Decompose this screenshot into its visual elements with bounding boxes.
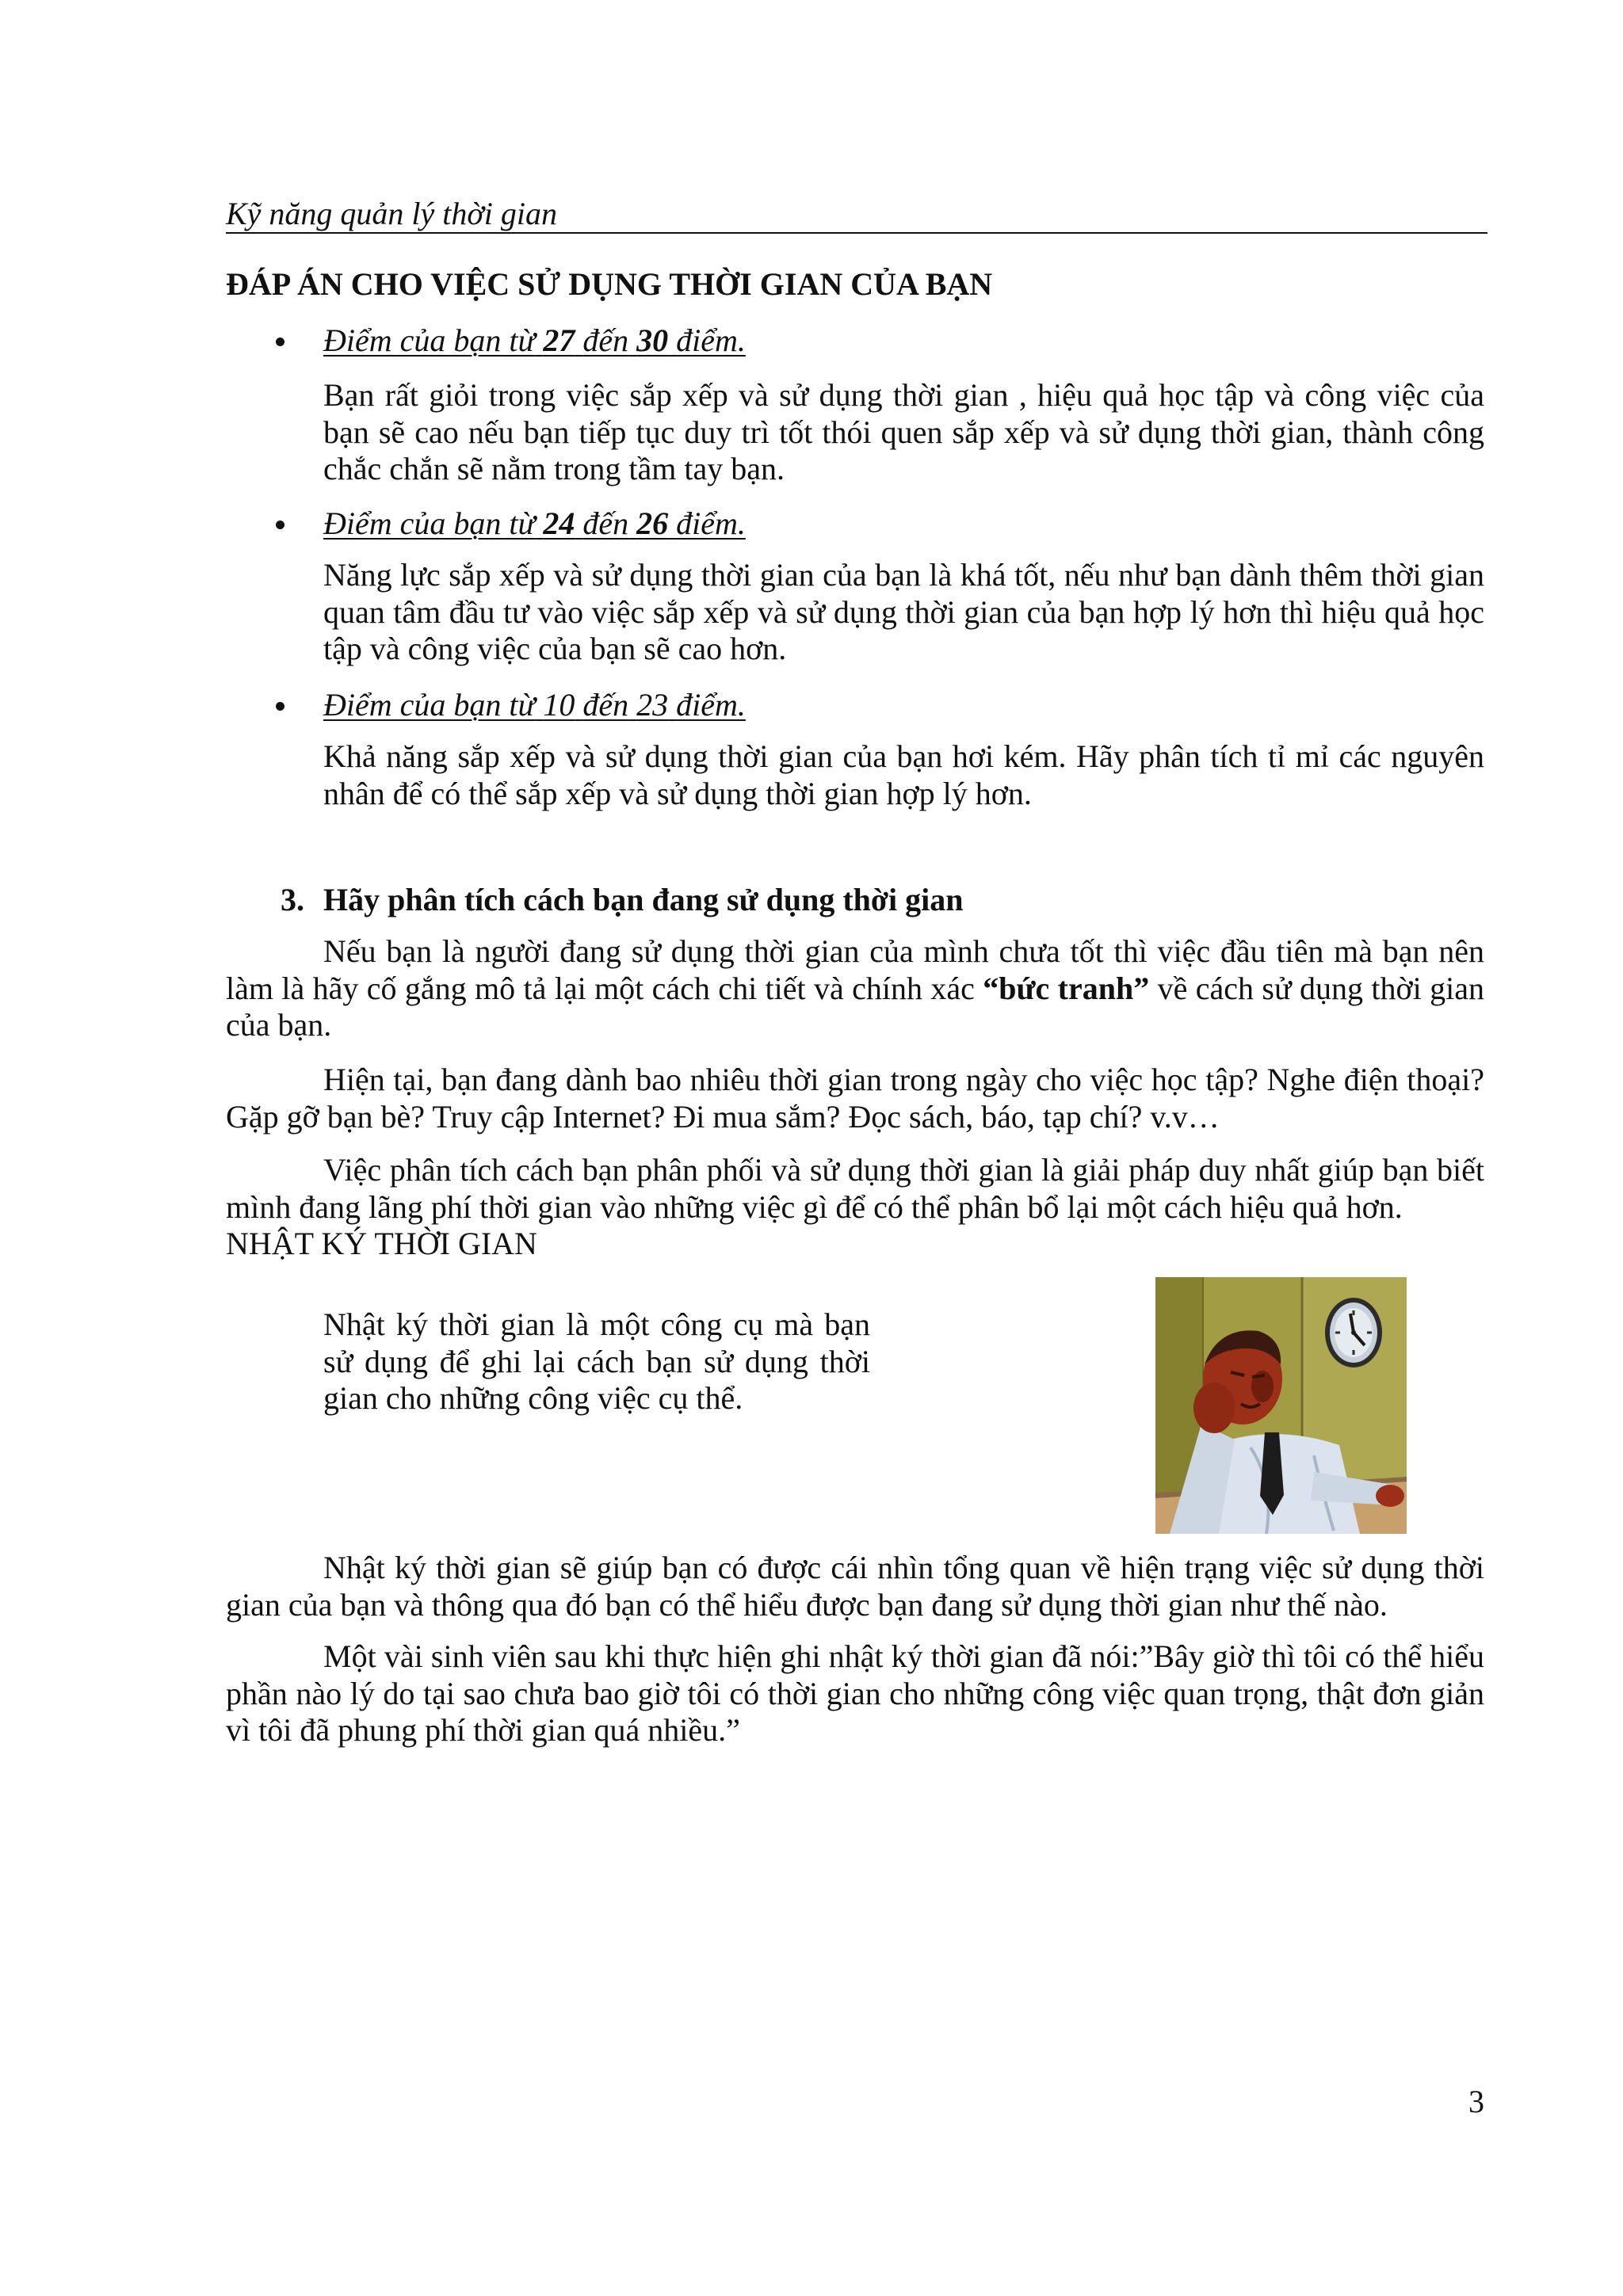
score-range-label: [323, 505, 746, 543]
score-range-description: Bạn rất giỏi trong việc sắp xếp và sử dụng thời gian , hiệu quả học tập và công việc của bạn sẽ cao nếu bạn tiếp tục duy trì tốt thói quen sắp xếp và sử dụng thời gian, thành công chắc chắn sẽ nằm trong tầm tay bạn.: [323, 377, 1484, 486]
time-log-definition: Nhật ký thời gian là một công cụ mà bạn sử dụng để ghi lại cách bạn sử dụng thời gian cho những công việc cụ thể.: [323, 1306, 870, 1416]
score-range-connector: đến: [582, 687, 629, 723]
score-range-suffix: điểm.: [676, 687, 746, 723]
score-range-connector: đến: [582, 505, 629, 541]
section-title: ĐÁP ÁN CHO VIỆC SỬ DỤNG THỜI GIAN CỦA BẠN: [226, 266, 993, 302]
score-range-min: 27: [543, 322, 575, 358]
score-range-suffix: điểm.: [676, 322, 746, 358]
bullet-icon: [276, 702, 285, 711]
stressed-man-with-wall-clock-illustration: [1155, 1277, 1407, 1534]
score-range-prefix: Điểm của bạn từ: [323, 687, 536, 723]
score-range-description: Năng lực sắp xếp và sử dụng thời gian của bạn là khá tốt, nếu như bạn dành thêm thời gian quan tâm đầu tư vào việc sắp xếp và sử dụng thời gian của bạn hợp lý hơn thì hiệu quả học tập và công việc của bạn sẽ cao hơn.: [323, 557, 1484, 666]
score-range-max: 30: [636, 322, 669, 358]
running-header-title: Kỹ năng quản lý thời gian: [226, 196, 557, 231]
section-heading: Hãy phân tích cách bạn đang sử dụng thời gian: [323, 882, 964, 917]
score-range-max: 26: [636, 505, 669, 541]
benefit-paragraph: Nhật ký thời gian sẽ giúp bạn có được cái nhìn tổng quan về hiện trạng việc sử dụng thời gian của bạn và thông qua đó bạn có thể hiểu được bạn đang sử dụng thời gian như thế nào.: [226, 1550, 1484, 1623]
testimonial-paragraph: Một vài sinh viên sau khi thực hiện ghi nhật ký thời gian đã nói:”Bây giờ thì tôi có thể hiểu phần nào lý do tại sao chưa bao giờ tôi có thời gian cho những công việc quan trọng, thật đơn giản vì tôi đã phung phí thời gian quá nhiều.”: [226, 1638, 1484, 1748]
section-number: 3.: [281, 882, 304, 917]
score-range-max: 23: [636, 687, 669, 723]
intro-text-after: về cách sử dụng thời gian của bạn.: [226, 970, 1484, 1043]
score-range-label: [323, 322, 746, 360]
intro-paragraph: [226, 933, 1484, 1044]
intro-text-before: Nếu bạn là người đang sử dụng thời gian của mình chưa tốt thì việc đầu tiên mà bạn nên làm là hãy cố gắng mô tả lại một cách chi tiết và chính xác: [226, 933, 1484, 1006]
score-range-min: 24: [543, 505, 575, 541]
header-rule: [226, 232, 1487, 234]
score-range-suffix: điểm.: [676, 505, 746, 541]
score-range-prefix: Điểm của bạn từ: [323, 322, 536, 358]
score-range-prefix: Điểm của bạn từ: [323, 505, 536, 541]
wall-clock-icon: [1325, 1298, 1382, 1367]
score-range-min: 10: [543, 687, 575, 723]
score-range-description: Khả năng sắp xếp và sử dụng thời gian của bạn hơi kém. Hãy phân tích tỉ mỉ các nguyên nhân để có thể sắp xếp và sử dụng thời gian hợp lý hơn.: [323, 738, 1484, 811]
questions-paragraph: Hiện tại, bạn đang dành bao nhiêu thời gian trong ngày cho việc học tập? Nghe điện thoại? Gặp gỡ bạn bè? Truy cập Internet? Đi mua sắm? Đọc sách, báo, tạp chí? v.v…: [226, 1062, 1484, 1135]
bullet-icon: [276, 521, 285, 529]
score-range-connector: đến: [582, 322, 629, 358]
bullet-icon: [276, 338, 285, 346]
conclusion-paragraph: Việc phân tích cách bạn phân phối và sử dụng thời gian là giải pháp duy nhất giúp bạn biết mình đang lãng phí thời gian vào những việc gì để có thể phân bổ lại một cách hiệu quả hơn.: [226, 1152, 1484, 1225]
intro-emphasis: “bức tranh”: [983, 970, 1150, 1006]
page-number: 3: [1468, 2084, 1484, 2119]
score-range-label: [323, 687, 746, 724]
time-log-heading: NHẬT KÝ THỜI GIAN: [226, 1226, 537, 1261]
